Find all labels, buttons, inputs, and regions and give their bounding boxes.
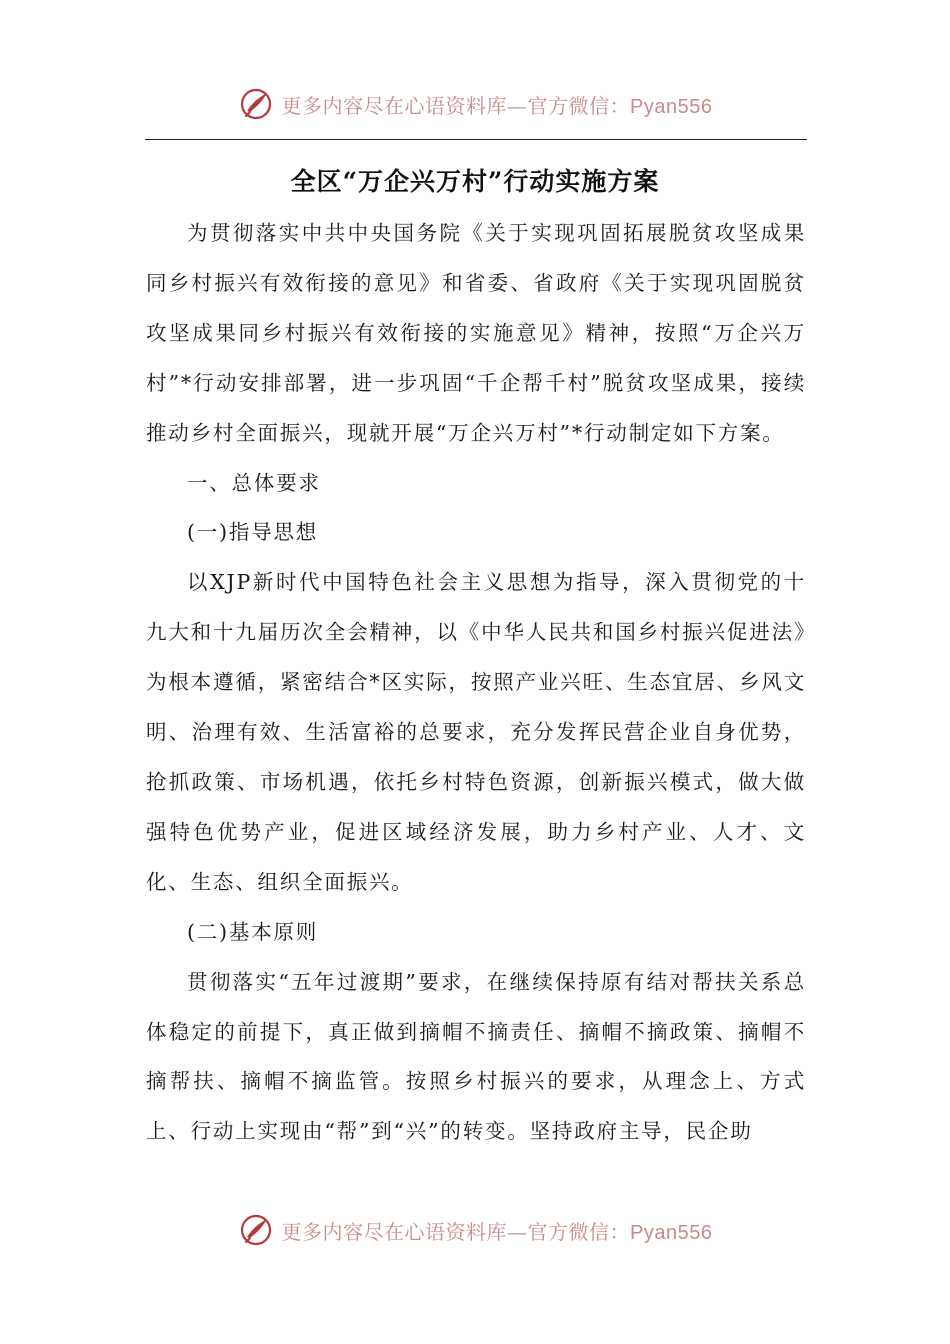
document-body bbox=[146, 209, 806, 1157]
watermark-text: 更多内容尽在心语资料库—官方微信：Pyan556 bbox=[281, 1219, 713, 1244]
section-heading-general-requirements: 一、总体要求 bbox=[187, 470, 321, 495]
subsection-heading-basic-principles: (二)基本原则 bbox=[187, 919, 319, 944]
quill-pen-logo-icon bbox=[238, 86, 274, 122]
basic-principles-paragraph: 贯彻落实“五年过渡期”要求，在继续保持原有结对帮扶关系总体稳定的前提下，真正做到摘帽不摘责任、摘帽不摘政策、摘帽不摘帮扶、摘帽不摘监管。按照乡村振兴的要求，从理念上、方式上、行动上实现由“帮”到“兴”的转变。坚持政府主导，民企助 bbox=[146, 969, 806, 1144]
watermark-text: 更多内容尽在心语资料库—官方微信：Pyan556 bbox=[281, 93, 713, 118]
guiding-ideology-paragraph: 以XJP新时代中国特色社会主义思想为指导，深入贯彻党的十九大和十九届历次全会精神，以《中华人民共和国乡村振兴促进法》为根本遵循，紧密结合*区实际，按照产业兴旺、生态宜居、乡风文明、治理有效、生活富裕的总要求，充分发挥民营企业自身优势，抢抓政策、市场机遇，依托乡村特色资源，创新振兴模式，做大做强特色优势产业，促进区域经济发展，助力乡村产业、人才、文化、生态、组织全面振兴。 bbox=[146, 570, 806, 894]
document-title: 全区“万企兴万村”行动实施方案 bbox=[290, 167, 660, 196]
intro-paragraph: 为贯彻落实中共中央国务院《关于实现巩固拓展脱贫攻坚成果同乡村振兴有效衔接的意见》和省委、省政府《关于实现巩固脱贫攻坚成果同乡村振兴有效衔接的实施意见》精神，按照“万企兴万村”*行动安排部署，进一步巩固“千企帮千村”脱贫攻坚成果，接续推动乡村全面振兴，现就开展“万企兴万村”*行动制定如下方案。 bbox=[146, 221, 806, 445]
subsection-heading-guiding-ideology: (一)指导思想 bbox=[187, 520, 319, 545]
header-divider bbox=[145, 139, 807, 140]
footer-watermark-banner bbox=[0, 1208, 950, 1252]
quill-pen-logo-icon bbox=[238, 1212, 274, 1248]
header-watermark-banner bbox=[0, 82, 950, 126]
